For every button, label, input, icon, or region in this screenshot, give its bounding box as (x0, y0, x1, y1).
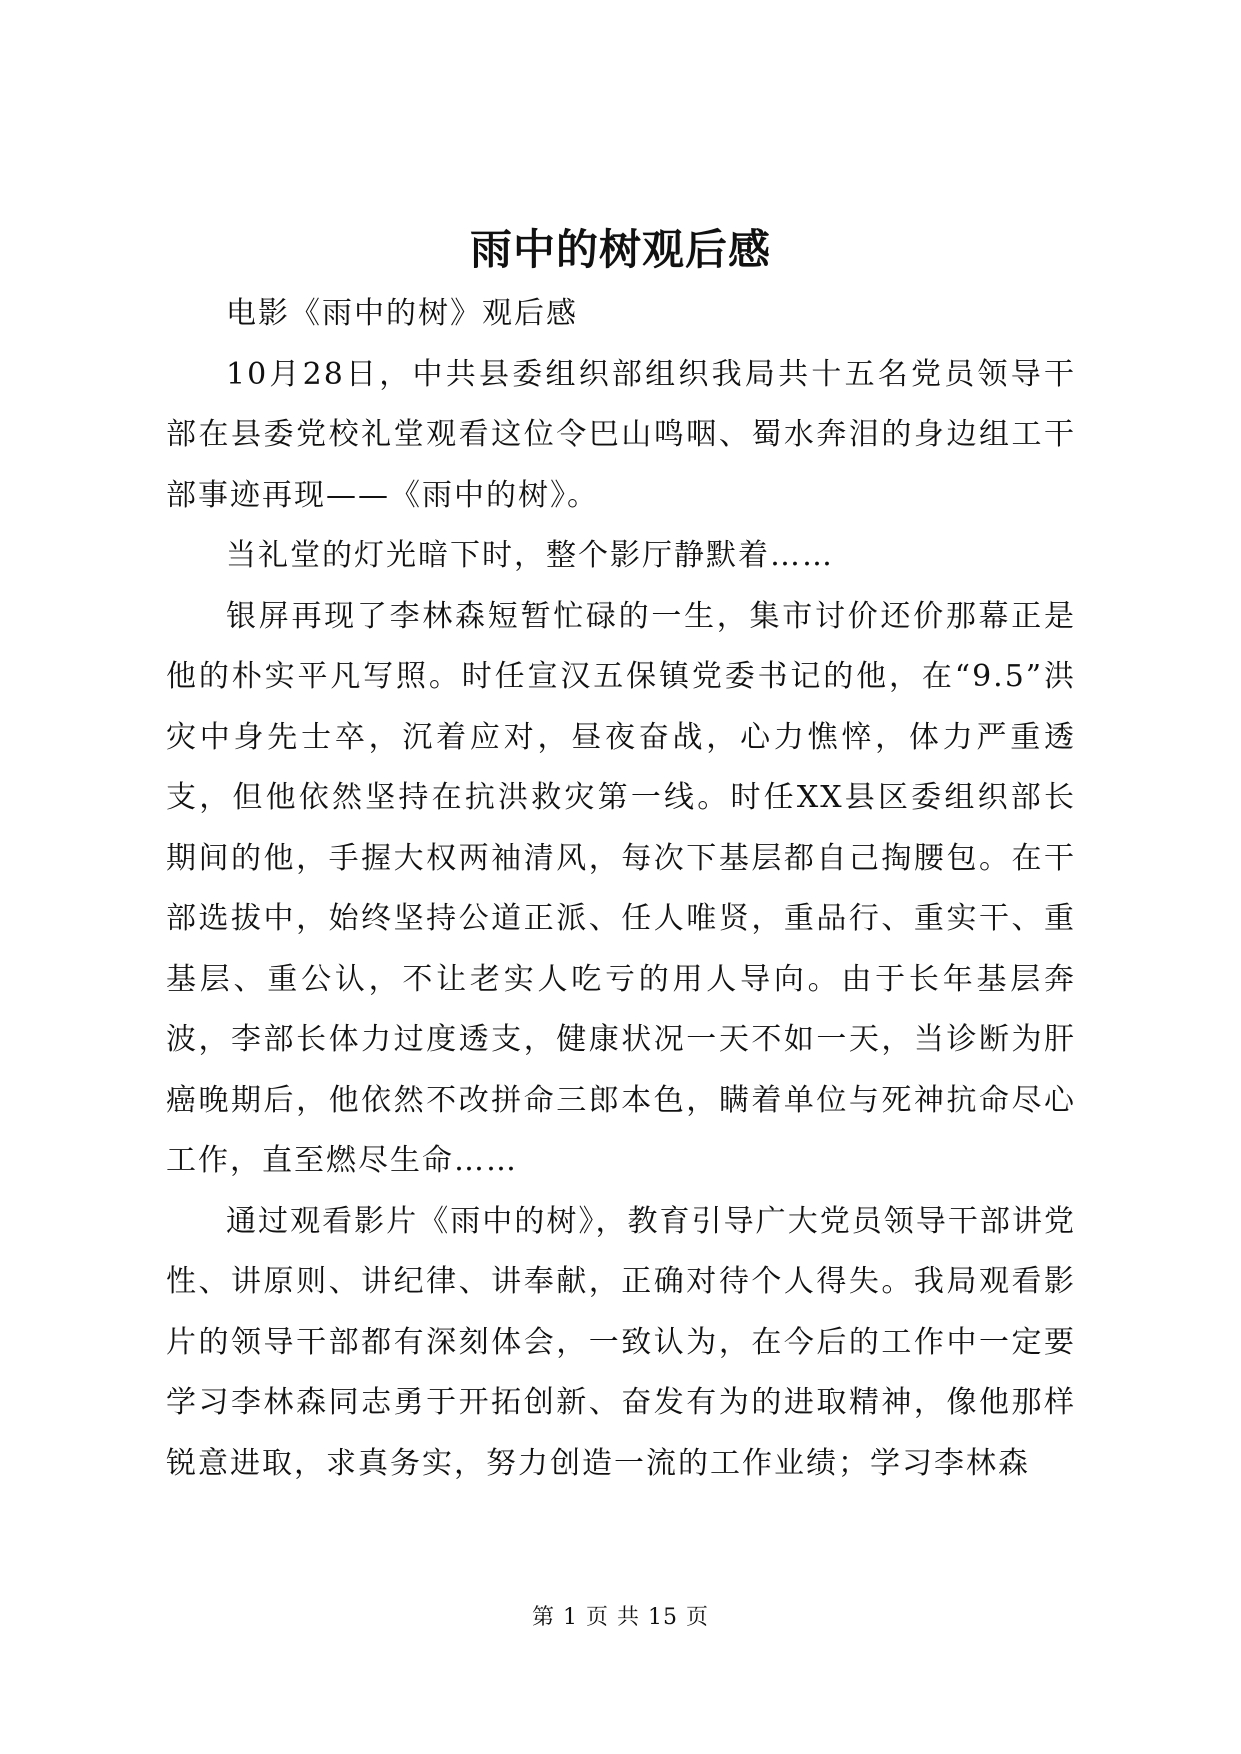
document-title: 雨中的树观后感 (469, 225, 771, 274)
paragraph-lights: 当礼堂的灯光暗下时，整个影厅静默着…… (226, 538, 834, 573)
paragraph-event: 10月28日，中共县委组织部组织我局共十五名党员领导干部在县委党校礼堂观看这位令巴山鸣咽、蜀水奔泪的身边组工干部事迹再现——《雨中的树》。 (166, 356, 1076, 513)
paragraph-story: 银屏再现了李林森短暂忙碌的一生，集市讨价还价那幕正是他的朴实平凡写照。时任宣汉五保镇党委书记的他，在“9.5”洪灾中身先士卒，沉着应对，昼夜奋战，心力憔悴，体力严重透支，但他依然坚持在抗洪救灾第一线。时任XX县区委组织部长期间的他，手握大权两袖清风，每次下基层都自己掏腰包。在干部选拔中，始终坚持公道正派、任人唯贤，重品行、重实干、重基层、重公认，不让老实人吃亏的用人导向。由于长年基层奔波，李部长体力过度透支，健康状况一天不如一天，当诊断为肝癌晚期后，他依然不改拼命三郎本色，瞒着单位与死神抗命尽心工作，直至燃尽生命…… (166, 598, 1076, 1178)
document-body (166, 284, 1076, 1494)
paragraph-reflection: 通过观看影片《雨中的树》，教育引导广大党员领导干部讲党性、讲原则、讲纪律、讲奉献，正确对待个人得失。我局观看影片的领导干部都有深刻体会，一致认为，在今后的工作中一定要学习李林森同志勇于开拓创新、奋发有为的进取精神，像他那样锐意进取，求真务实，努力创造一流的工作业绩；学习李林森 (166, 1203, 1076, 1481)
page-footer: 第 1 页 共 15 页 (532, 1605, 709, 1630)
paragraph-subtitle: 电影《雨中的树》观后感 (226, 296, 578, 331)
